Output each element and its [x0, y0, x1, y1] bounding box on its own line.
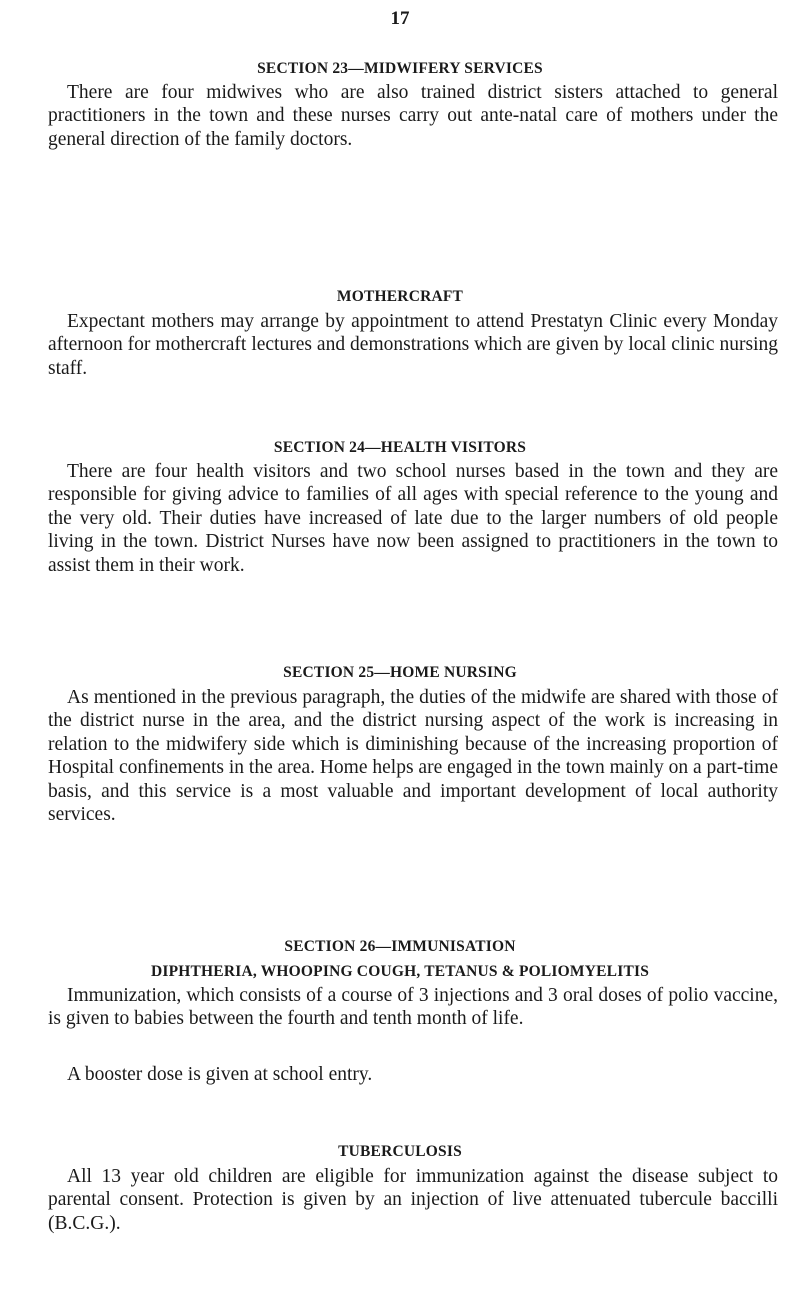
tuberculosis-paragraph: All 13 year old children are eligible for immunization against the disease subject to parental consent. Protection is given by an injection of live attenuated tubercule baccilli (B.C.G.). [48, 1166, 778, 1234]
section-26-subheading: DIPHTHERIA, WHOOPING COUGH, TETANUS & POLIOMYELITIS [150, 963, 650, 980]
section-26-paragraph-1: Immunization, which consists of a course of 3 injections and 3 oral doses of polio vaccine, is given to babies between the fourth and tenth month of life. [48, 985, 778, 1030]
page-number: 17 [390, 8, 410, 29]
mothercraft-heading: MOTHERCRAFT [336, 288, 464, 305]
section-23-heading: SECTION 23—MIDWIFERY SERVICES [257, 60, 543, 77]
section-24-heading: SECTION 24—HEALTH VISITORS [273, 439, 527, 456]
section-25-paragraph: As mentioned in the previous paragraph, the duties of the midwife are shared with those of the district nurse in the area, and the district nursing aspect of the work is increasing in relation to the midwifery side which is diminishing because of the increasing proportion of Hospital confinements in the area. Home helps are engaged in the town mainly on a part-time basis, and this service is a most valuable and important development of local authority services. [48, 687, 778, 826]
tuberculosis-heading: TUBERCULOSIS [338, 1143, 462, 1160]
section-24-paragraph: There are four health visitors and two school nurses based in the town and they are responsible for giving advice to families of all ages with special reference to the young and the very old. Their duties have increased of late due to the larger numbers of old people living in the town. District Nurses have now been assigned to practitioners in the town to assist them in their work. [48, 461, 778, 576]
section-26-heading: SECTION 26—IMMUNISATION [284, 938, 516, 955]
section-23-paragraph: There are four midwives who are also trained district sisters attached to general practitioners in the town and these nurses carry out ante-natal care of mothers under the general direction of the family doctors. [48, 82, 778, 150]
section-25-heading: SECTION 25—HOME NURSING [283, 664, 517, 681]
mothercraft-paragraph: Expectant mothers may arrange by appointment to attend Prestatyn Clinic every Monday afternoon for mothercraft lectures and demonstrations which are given by local clinic nursing staff. [48, 311, 778, 379]
section-26-paragraph-2: A booster dose is given at school entry. [67, 1064, 373, 1085]
